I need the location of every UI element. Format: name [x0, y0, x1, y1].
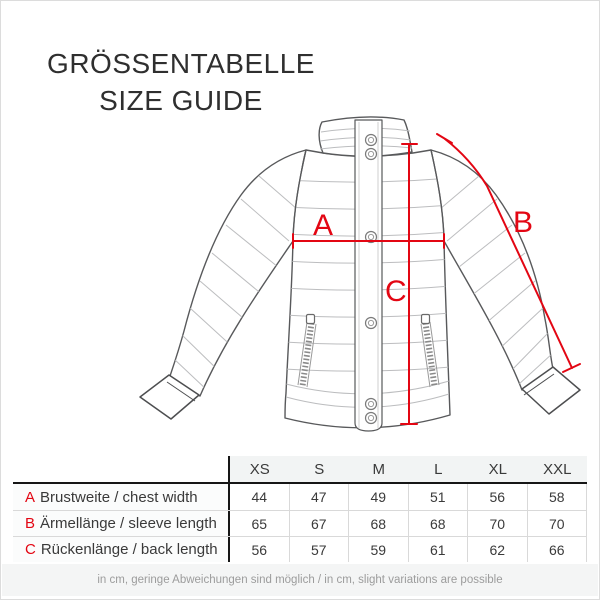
- row-label-text: Rückenlänge / back length: [40, 541, 218, 558]
- column-header-s: S: [290, 456, 350, 482]
- size-value: 66: [527, 537, 588, 562]
- size-value: 65: [228, 511, 289, 536]
- size-value: 67: [289, 511, 349, 536]
- size-value: 51: [408, 484, 468, 510]
- title-english: SIZE GUIDE: [99, 85, 263, 116]
- size-value: 58: [527, 484, 588, 510]
- size-value: 59: [348, 537, 408, 562]
- size-value: 57: [289, 537, 349, 562]
- size-value: 62: [467, 537, 527, 562]
- measure-label-a: A: [313, 209, 334, 242]
- footnote-bar: [2, 564, 598, 596]
- size-table: [13, 456, 587, 562]
- table-row-sleeve-length: [13, 510, 587, 536]
- measure-key-c: C: [25, 541, 36, 558]
- title-german: GRÖSSENTABELLE: [47, 48, 315, 79]
- measure-label-c: C: [385, 275, 407, 308]
- size-value: 44: [228, 484, 289, 510]
- right-sleeve: [431, 150, 580, 414]
- column-header-xs: XS: [228, 456, 290, 482]
- measure-key-b: B: [25, 515, 36, 532]
- column-header-l: L: [409, 456, 469, 482]
- size-value: 56: [228, 537, 289, 562]
- size-value: 47: [289, 484, 349, 510]
- column-header-xxl: XXL: [528, 456, 588, 482]
- size-value: 56: [467, 484, 527, 510]
- footnote-text: in cm, geringe Abweichungen sind möglich / in cm, slight variations are possible: [97, 574, 503, 586]
- size-value: 70: [467, 511, 527, 536]
- size-value: 49: [348, 484, 408, 510]
- column-header-m: M: [349, 456, 409, 482]
- measure-label-b: B: [513, 206, 534, 239]
- column-header-xl: XL: [468, 456, 528, 482]
- size-table-header-row: [13, 456, 587, 484]
- size-value: 61: [408, 537, 468, 562]
- row-label-text: Ärmellänge / sleeve length: [40, 515, 217, 532]
- front-placket: [355, 120, 382, 431]
- row-label: [13, 511, 228, 536]
- size-value: 68: [348, 511, 408, 536]
- row-label-text: Brustweite / chest width: [40, 488, 198, 506]
- row-label: [13, 537, 228, 562]
- row-label: [13, 484, 228, 510]
- measure-key-a: A: [25, 488, 36, 506]
- left-sleeve: [140, 150, 306, 419]
- size-table-corner: [13, 456, 228, 482]
- size-value: 68: [408, 511, 468, 536]
- table-row-back-length: [13, 536, 587, 562]
- table-row-chest-width: [13, 484, 587, 510]
- size-value: 70: [527, 511, 588, 536]
